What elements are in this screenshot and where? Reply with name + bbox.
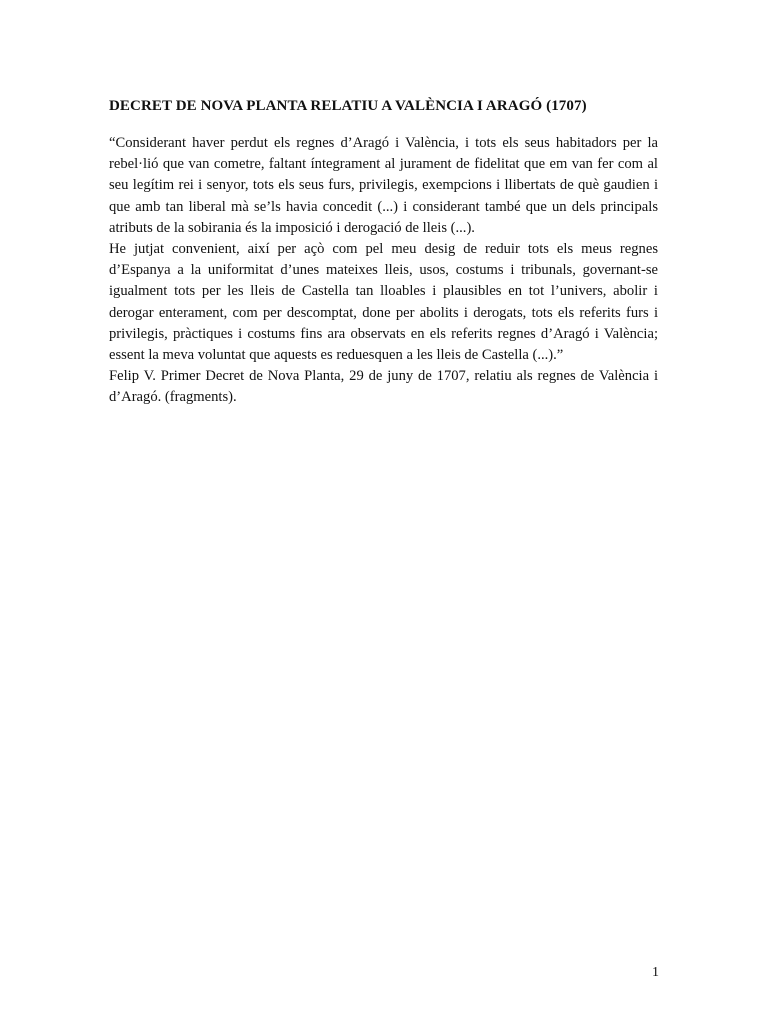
document-body <box>109 133 658 409</box>
paragraph-considering: “Considerant haver perdut els regnes d’Aragó i València, i tots els seus habitadors per la rebel·lió que van cometre, faltant íntegrament al jurament de fidelitat que em van fer com al seu legítim rei i senyor, tots els seus furs, privilegis, exempcions i llibertats de què gaudien i que amb tan liberal mà se’ls havia concedit (...) i considerant també que un dels principals atributs de la sobirania és la imposició i derogació de lleis (...). <box>109 135 658 236</box>
page-number: 1 <box>652 965 659 980</box>
paragraph-citation: Felip V. Primer Decret de Nova Planta, 29 de juny de 1707, relatiu als regnes de València i d’Aragó. (fragments). <box>109 368 658 406</box>
document-title: DECRET DE NOVA PLANTA RELATIU A VALÈNCIA I ARAGÓ (1707) <box>109 98 587 114</box>
paragraph-decree: He jutjat convenient, així per açò com pel meu desig de reduir tots els meus regnes d’Espanya a la uniformitat d’unes mateixes lleis, usos, costums i tribunals, governant-se igualment tots per les lleis de Castella tan lloables i plausibles en tot l’univers, abolir i derogar enterament, com per descomptat, done per abolits i derogats, tots els referits furs i privilegis, pràctiques i costums fins ara observats en els referits regnes d’Aragó i València; essent la meva voluntat que aquests es reduesquen a les lleis de Castella (...).” <box>109 241 658 364</box>
